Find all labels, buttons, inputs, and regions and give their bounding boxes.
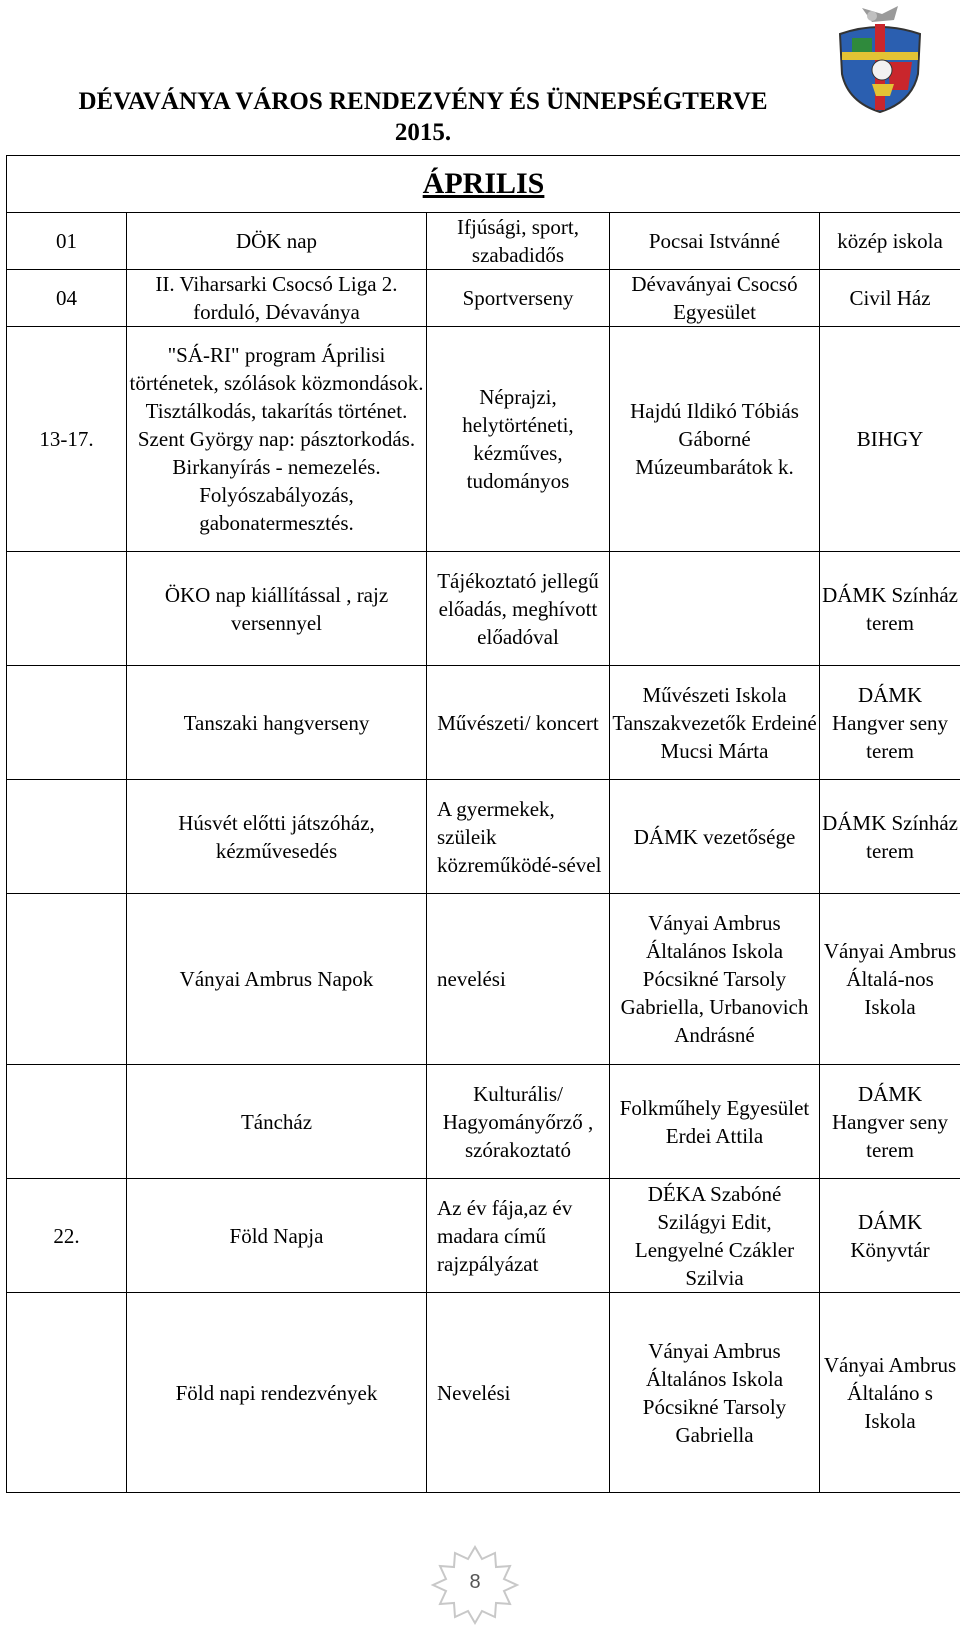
month-heading: ÁPRILIS	[7, 156, 960, 213]
table-row	[7, 327, 960, 552]
date-cell: 13-17.	[7, 327, 127, 552]
table-row	[7, 1293, 960, 1493]
date-cell	[7, 780, 127, 894]
event-cell: ÖKO nap kiállítással , rajz versennyel	[127, 552, 427, 666]
type-cell: Művészeti/ koncert	[427, 666, 610, 780]
date-cell	[7, 552, 127, 666]
organizer-cell: Ványai Ambrus Általános Iskola Pócsikné Tarsoly Gabriella	[610, 1293, 820, 1493]
organizer-cell	[610, 552, 820, 666]
date-cell: 22.	[7, 1179, 127, 1293]
type-cell: Nevelési	[427, 1293, 610, 1493]
table-row	[7, 270, 960, 327]
coat-of-arms-icon	[832, 4, 928, 114]
organizer-cell: Pocsai Istvánné	[610, 213, 820, 270]
venue-cell: DÁMK Könyvtár	[820, 1179, 960, 1293]
event-cell: Föld Napja	[127, 1179, 427, 1293]
table-row	[7, 552, 960, 666]
type-cell: Kulturális/ Hagyományőrző , szórakoztató	[427, 1065, 610, 1179]
event-cell: Húsvét előtti játszóház, kézművesedés	[127, 780, 427, 894]
table-row	[7, 780, 960, 894]
table-row	[7, 894, 960, 1065]
organizer-cell: Művészeti Iskola Tanszakvezetők Erdeiné Mucsi Márta	[610, 666, 820, 780]
date-cell: 01	[7, 213, 127, 270]
date-cell	[7, 1293, 127, 1493]
type-cell: A gyermekek, szüleik közreműködé-sével	[427, 780, 610, 894]
event-cell: Föld napi rendezvények	[127, 1293, 427, 1493]
table-row	[7, 1179, 960, 1293]
venue-cell: Ványai Ambrus Általá-nos Iskola	[820, 894, 960, 1065]
event-cell: Ványai Ambrus Napok	[127, 894, 427, 1065]
venue-cell: DÁMK Hangver seny terem	[820, 1065, 960, 1179]
event-cell: II. Viharsarki Csocsó Liga 2. forduló, Dévaványa	[127, 270, 427, 327]
type-cell: Tájékoztató jellegű előadás, meghívott előadóval	[427, 552, 610, 666]
organizer-cell: Folkműhely Egyesület Erdei Attila	[610, 1065, 820, 1179]
date-cell: 04	[7, 270, 127, 327]
organizer-cell: Ványai Ambrus Általános Iskola Pócsikné Tarsoly Gabriella, Urbanovich Andrásné	[610, 894, 820, 1065]
type-cell: nevelési	[427, 894, 610, 1065]
page-number-badge	[430, 1545, 520, 1625]
organizer-cell: DÁMK vezetősége	[610, 780, 820, 894]
type-cell: Ifjúsági, sport, szabadidős	[427, 213, 610, 270]
event-table	[6, 155, 960, 1493]
event-cell: Táncház	[127, 1065, 427, 1179]
event-cell: "SÁ-RI" program Áprilisi történetek, szólások közmondások. Tisztálkodás, takarítás történet. Szent György nap: pásztorkodás. Birkanyírás - nemezelés. Folyószabályozás, gabonatermesztés.	[127, 327, 427, 552]
date-cell	[7, 894, 127, 1065]
organizer-cell: Dévaványai Csocsó Egyesület	[610, 270, 820, 327]
table-row	[7, 213, 960, 270]
venue-cell: Civil Ház	[820, 270, 960, 327]
page-number: 8	[430, 1571, 520, 1594]
table-row	[7, 1065, 960, 1179]
organizer-cell: Hajdú Ildikó Tóbiás Gáborné Múzeumbarátok k.	[610, 327, 820, 552]
type-cell: Néprajzi, helytörténeti, kézműves, tudományos	[427, 327, 610, 552]
venue-cell: DÁMK Színház terem	[820, 780, 960, 894]
venue-cell: DÁMK Színház terem	[820, 552, 960, 666]
event-cell: DÖK nap	[127, 213, 427, 270]
date-cell	[7, 666, 127, 780]
title-line-2: 2015.	[28, 117, 818, 148]
title-line-1: DÉVAVÁNYA VÁROS RENDEZVÉNY ÉS ÜNNEPSÉGTERVE	[28, 86, 818, 117]
date-cell	[7, 1065, 127, 1179]
organizer-cell: DÉKA Szabóné Szilágyi Edit, Lengyelné Czákler Szilvia	[610, 1179, 820, 1293]
document-title	[28, 86, 818, 148]
venue-cell: közép iskola	[820, 213, 960, 270]
event-cell: Tanszaki hangverseny	[127, 666, 427, 780]
table-row	[7, 666, 960, 780]
type-cell: Sportverseny	[427, 270, 610, 327]
venue-cell: BIHGY	[820, 327, 960, 552]
type-cell: Az év fája,az év madara című rajzpályázat	[427, 1179, 610, 1293]
venue-cell: Ványai Ambrus Általáno s Iskola	[820, 1293, 960, 1493]
venue-cell: DÁMK Hangver seny terem	[820, 666, 960, 780]
